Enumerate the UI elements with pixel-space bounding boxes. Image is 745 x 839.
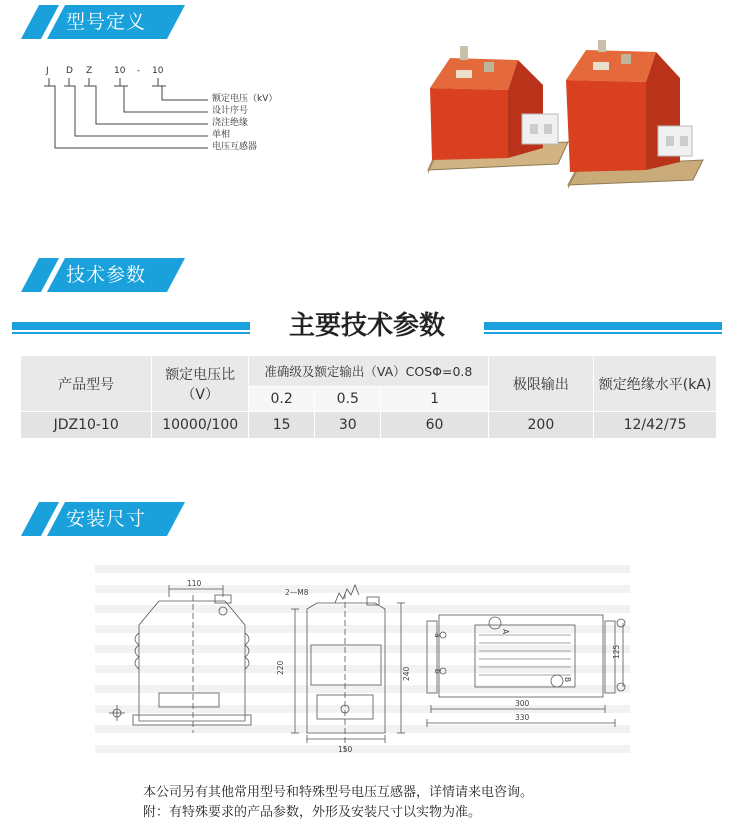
header-limit-output: 极限输出	[489, 356, 593, 411]
section-title: 安装尺寸	[66, 508, 147, 530]
model-char-d: D	[66, 66, 73, 76]
label-design-number: 设计序号	[212, 106, 249, 116]
model-char-z: Z	[86, 66, 93, 76]
subheader-class-0-5: 0.5	[315, 387, 380, 411]
section-banner-model-definition	[22, 5, 184, 39]
section-title: 技术参数	[66, 264, 147, 286]
installation-drawing	[95, 563, 630, 765]
subheader-class-0-2: 0.2	[249, 387, 314, 411]
table-header-row	[21, 356, 716, 386]
title-rule-left	[12, 322, 250, 330]
title-rule-right-thin	[484, 332, 722, 334]
label-voltage-transformer: 电压互感器	[212, 142, 258, 152]
title-rule-right	[484, 322, 722, 330]
product-photo	[418, 30, 713, 200]
model-char-j: J	[46, 66, 49, 76]
cell-output-0-5: 30	[315, 412, 380, 438]
dim-thread: 2—M8	[285, 588, 309, 597]
spec-table	[20, 355, 717, 439]
label-rated-voltage: 额定电压（kV）	[212, 94, 278, 104]
terminal-b-small: b	[433, 669, 442, 674]
spec-title: 主要技术参数	[288, 311, 445, 341]
label-cast-insulation: 浇注绝缘	[212, 118, 249, 128]
table-row	[21, 412, 716, 438]
subheader-class-1: 1	[381, 387, 487, 411]
header-accuracy: 准确级及额定输出（VA）COSΦ=0.8	[249, 356, 488, 386]
dim-150: 150	[338, 745, 353, 754]
cell-insulation: 12/42/75	[594, 412, 716, 438]
terminal-b: B	[563, 677, 572, 683]
cell-model: JDZ10-10	[21, 412, 151, 438]
terminal-a-small: a	[433, 633, 442, 638]
cell-output-0-2: 15	[249, 412, 314, 438]
dim-125: 125	[612, 644, 621, 659]
dim-220: 220	[276, 660, 285, 675]
title-rule-left-thin	[12, 332, 250, 334]
terminal-a: A	[501, 629, 510, 635]
dim-300: 300	[515, 699, 530, 708]
note-special-requirements: 附：有特殊要求的产品参数，外形及安装尺寸以实物为准。	[143, 805, 482, 820]
header-voltage-ratio: 额定电压比（V）	[152, 356, 248, 411]
model-diagram-lines	[40, 62, 300, 172]
spec-title-block	[0, 306, 745, 346]
header-product-model: 产品型号	[21, 356, 151, 411]
transformer-front	[428, 46, 568, 174]
header-insulation-level: 额定绝缘水平(kA)	[594, 356, 716, 411]
section-title: 型号定义	[66, 11, 147, 33]
transformer-rear	[566, 40, 703, 189]
section-banner-installation	[22, 502, 184, 536]
dim-240: 240	[402, 666, 411, 681]
dimension-drawing-svg	[95, 563, 630, 765]
note-contact: 本公司另有其他常用型号和特殊型号电压互感器，详情请来电咨询。	[143, 785, 534, 800]
model-char-dash: -	[137, 66, 141, 76]
dim-110: 110	[187, 579, 202, 588]
transformer-illustration	[418, 30, 713, 200]
cell-output-1: 60	[381, 412, 487, 438]
model-char-design-no: 10	[114, 66, 126, 76]
model-char-voltage: 10	[152, 66, 164, 76]
dim-330: 330	[515, 713, 530, 722]
cell-ratio: 10000/100	[152, 412, 248, 438]
label-single-phase: 单相	[212, 130, 231, 140]
model-definition-diagram	[40, 62, 300, 172]
section-banner-technical-params	[22, 258, 184, 292]
cell-limit-output: 200	[489, 412, 593, 438]
